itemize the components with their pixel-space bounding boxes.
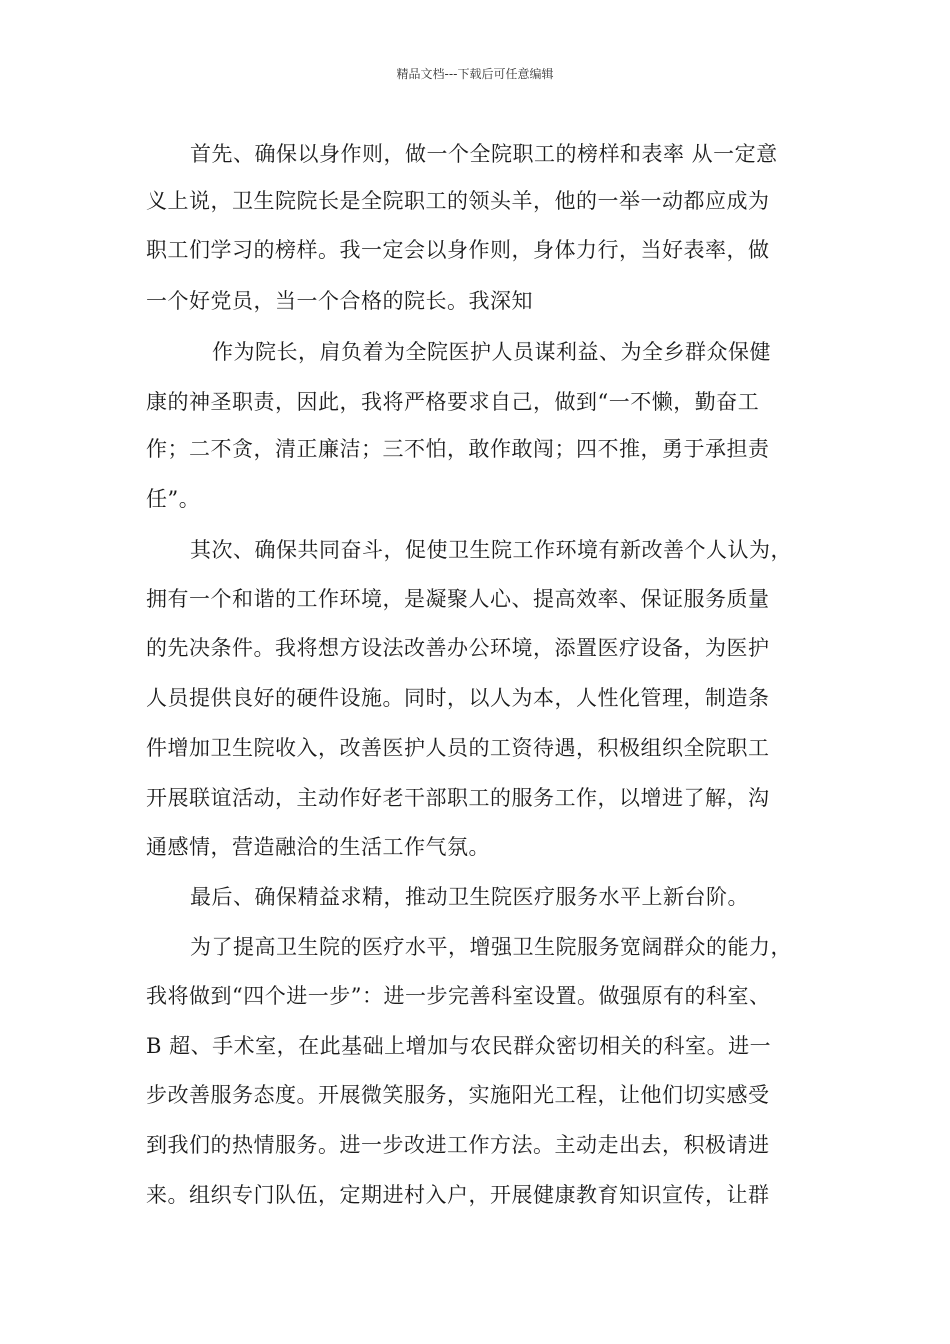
text-line: 开展联谊活动，主动作好老干部职工的服务工作，以增进了解，沟: [146, 786, 770, 810]
text-line: 一个好党员，当一个合格的院长。我深知: [146, 289, 533, 313]
text-line: 首先、确保以身作则，做一个全院职工的榜样和表率 从一定意: [190, 142, 778, 166]
text-line: 我将做到“四个进一步”：进一步完善科室设置。做强原有的科室、: [146, 984, 771, 1008]
text-line: 作为院长，肩负着为全院医护人员谋利益、为全乡群众保健: [212, 340, 771, 364]
text-line: 作；二不贪，清正廉洁；三不怕，敢作敢闯；四不推，勇于承担责: [146, 437, 770, 461]
text-line: 职工们学习的榜样。我一定会以身作则，身体力行，当好表率，做: [146, 238, 770, 262]
page-header: 精品文档---下载后可任意编辑: [396, 67, 554, 81]
text-line: 通感情，营造融洽的生活工作气氛。: [146, 835, 490, 859]
text-line: 步改善服务态度。开展微笑服务，实施阳光工程，让他们切实感受: [146, 1083, 770, 1107]
text-line: 来。组织专门队伍，定期进村入户，开展健康教育知识宣传，让群: [146, 1183, 770, 1207]
text-line: 最后、确保精益求精，推动卫生院医疗服务水平上新台阶。: [190, 885, 749, 909]
text-line: 人员提供良好的硬件设施。同时，以人为本，人性化管理，制造条: [146, 686, 770, 710]
text-line: 任”。: [146, 487, 201, 511]
text-line: 义上说，卫生院院长是全院职工的领头羊，他的一举一动都应成为: [146, 189, 770, 213]
text-line: 拥有一个和谐的工作环境，是凝聚人心、提高效率、保证服务质量: [146, 587, 770, 611]
text-line: B 超、手术室，在此基础上增加与农民群众密切相关的科室。进一: [146, 1034, 772, 1058]
text-line: 为了提高卫生院的医疗水平，增强卫生院服务宽阔群众的能力，: [190, 935, 792, 959]
text-line: 其次、确保共同奋斗，促使卫生院工作环境有新改善个人认为，: [190, 538, 792, 562]
text-line: 到我们的热情服务。进一步改进工作方法。主动走出去，积极请进: [146, 1133, 770, 1157]
text-line: 的先决条件。我将想方设法改善办公环境，添置医疗设备，为医护: [146, 636, 770, 660]
text-line: 康的神圣职责，因此，我将严格要求自己，做到“一不懒，勤奋工: [146, 390, 760, 414]
text-line: 件增加卫生院收入，改善医护人员的工资待遇，积极组织全院职工: [146, 736, 770, 760]
